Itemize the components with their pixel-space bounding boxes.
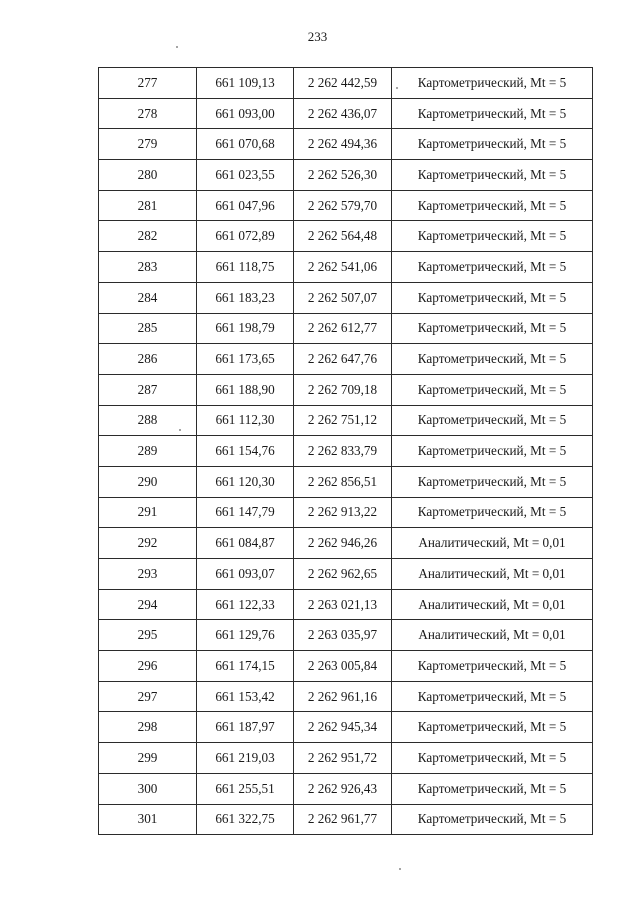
table-row: [99, 344, 593, 375]
method-cell: Картометрический, Mt = 5: [392, 252, 593, 283]
scan-speck: [396, 87, 398, 89]
table-row: [99, 559, 593, 590]
x-coordinate-cell: 661 174,15: [197, 651, 294, 682]
point-number-cell: 287: [99, 374, 197, 405]
point-number-cell: 290: [99, 466, 197, 497]
x-coordinate-cell: 661 154,76: [197, 436, 294, 467]
point-number-cell: 295: [99, 620, 197, 651]
x-coordinate-cell: 661 120,30: [197, 466, 294, 497]
table-row: [99, 712, 593, 743]
y-coordinate-cell: 2 263 035,97: [294, 620, 392, 651]
method-cell: Картометрический, Mt = 5: [392, 466, 593, 497]
method-cell: Картометрический, Mt = 5: [392, 313, 593, 344]
page-number: 233: [307, 29, 328, 44]
table-row: [99, 68, 593, 99]
y-coordinate-cell: 2 262 962,65: [294, 559, 392, 590]
x-coordinate-cell: 661 112,30: [197, 405, 294, 436]
point-number-cell: 286: [99, 344, 197, 375]
x-coordinate-cell: 661 070,68: [197, 129, 294, 160]
x-coordinate-cell: 661 093,07: [197, 559, 294, 590]
y-coordinate-cell: 2 262 579,70: [294, 190, 392, 221]
x-coordinate-cell: 661 093,00: [197, 98, 294, 129]
y-coordinate-cell: 2 262 709,18: [294, 374, 392, 405]
table-row: [99, 497, 593, 528]
method-cell: Аналитический, Mt = 0,01: [392, 528, 593, 559]
method-cell: Картометрический, Mt = 5: [392, 436, 593, 467]
x-coordinate-cell: 661 183,23: [197, 282, 294, 313]
x-coordinate-cell: 661 255,51: [197, 773, 294, 804]
point-number-cell: 300: [99, 773, 197, 804]
point-number-cell: 288: [99, 405, 197, 436]
table-row: [99, 405, 593, 436]
y-coordinate-cell: 2 262 913,22: [294, 497, 392, 528]
method-cell: Картометрический, Mt = 5: [392, 743, 593, 774]
x-coordinate-cell: 661 109,13: [197, 68, 294, 99]
x-coordinate-cell: 661 023,55: [197, 160, 294, 191]
point-number-cell: 293: [99, 559, 197, 590]
x-coordinate-cell: 661 187,97: [197, 712, 294, 743]
x-coordinate-cell: 661 129,76: [197, 620, 294, 651]
table-row: [99, 374, 593, 405]
y-coordinate-cell: 2 262 494,36: [294, 129, 392, 160]
method-cell: Аналитический, Mt = 0,01: [392, 620, 593, 651]
x-coordinate-cell: 661 118,75: [197, 252, 294, 283]
x-coordinate-cell: 661 188,90: [197, 374, 294, 405]
point-number-cell: 279: [99, 129, 197, 160]
point-number-cell: 280: [99, 160, 197, 191]
table-row: [99, 98, 593, 129]
method-cell: Картометрический, Mt = 5: [392, 129, 593, 160]
table-row: [99, 252, 593, 283]
y-coordinate-cell: 2 262 945,34: [294, 712, 392, 743]
table-row: [99, 436, 593, 467]
x-coordinate-cell: 661 047,96: [197, 190, 294, 221]
method-cell: Картометрический, Mt = 5: [392, 374, 593, 405]
x-coordinate-cell: 661 084,87: [197, 528, 294, 559]
point-number-cell: 291: [99, 497, 197, 528]
method-cell: Картометрический, Mt = 5: [392, 681, 593, 712]
table-row: [99, 620, 593, 651]
x-coordinate-cell: 661 072,89: [197, 221, 294, 252]
method-cell: Картометрический, Mt = 5: [392, 68, 593, 99]
point-number-cell: 296: [99, 651, 197, 682]
table-row: [99, 804, 593, 835]
y-coordinate-cell: 2 262 926,43: [294, 773, 392, 804]
point-number-cell: 285: [99, 313, 197, 344]
method-cell: Картометрический, Mt = 5: [392, 344, 593, 375]
coordinates-table: [98, 67, 593, 835]
point-number-cell: 278: [99, 98, 197, 129]
scan-speck: [399, 868, 401, 870]
y-coordinate-cell: 2 263 005,84: [294, 651, 392, 682]
table-row: [99, 313, 593, 344]
y-coordinate-cell: 2 262 951,72: [294, 743, 392, 774]
table-row: [99, 190, 593, 221]
y-coordinate-cell: 2 262 647,76: [294, 344, 392, 375]
method-cell: Картометрический, Mt = 5: [392, 712, 593, 743]
y-coordinate-cell: 2 262 541,06: [294, 252, 392, 283]
point-number-cell: 277: [99, 68, 197, 99]
table-row: [99, 466, 593, 497]
point-number-cell: 282: [99, 221, 197, 252]
table-row: [99, 773, 593, 804]
x-coordinate-cell: 661 153,42: [197, 681, 294, 712]
point-number-cell: 292: [99, 528, 197, 559]
x-coordinate-cell: 661 173,65: [197, 344, 294, 375]
table-row: [99, 221, 593, 252]
y-coordinate-cell: 2 262 946,26: [294, 528, 392, 559]
method-cell: Картометрический, Mt = 5: [392, 651, 593, 682]
y-coordinate-cell: 2 262 564,48: [294, 221, 392, 252]
scan-speck: [176, 46, 178, 48]
point-number-cell: 297: [99, 681, 197, 712]
table-row: [99, 651, 593, 682]
table-row: [99, 160, 593, 191]
scan-speck: [179, 429, 181, 431]
method-cell: Картометрический, Mt = 5: [392, 773, 593, 804]
point-number-cell: 281: [99, 190, 197, 221]
y-coordinate-cell: 2 262 856,51: [294, 466, 392, 497]
point-number-cell: 298: [99, 712, 197, 743]
point-number-cell: 283: [99, 252, 197, 283]
coordinates-table-body: [99, 68, 593, 835]
x-coordinate-cell: 661 219,03: [197, 743, 294, 774]
method-cell: Картометрический, Mt = 5: [392, 497, 593, 528]
y-coordinate-cell: 2 262 833,79: [294, 436, 392, 467]
x-coordinate-cell: 661 147,79: [197, 497, 294, 528]
x-coordinate-cell: 661 122,33: [197, 589, 294, 620]
y-coordinate-cell: 2 262 961,16: [294, 681, 392, 712]
method-cell: Картометрический, Mt = 5: [392, 98, 593, 129]
table-row: [99, 282, 593, 313]
table-row: [99, 528, 593, 559]
y-coordinate-cell: 2 262 436,07: [294, 98, 392, 129]
method-cell: Картометрический, Mt = 5: [392, 160, 593, 191]
y-coordinate-cell: 2 262 612,77: [294, 313, 392, 344]
table-row: [99, 681, 593, 712]
point-number-cell: 284: [99, 282, 197, 313]
point-number-cell: 301: [99, 804, 197, 835]
y-coordinate-cell: 2 263 021,13: [294, 589, 392, 620]
y-coordinate-cell: 2 262 751,12: [294, 405, 392, 436]
y-coordinate-cell: 2 262 442,59: [294, 68, 392, 99]
point-number-cell: 289: [99, 436, 197, 467]
method-cell: Аналитический, Mt = 0,01: [392, 559, 593, 590]
x-coordinate-cell: 661 198,79: [197, 313, 294, 344]
y-coordinate-cell: 2 262 507,07: [294, 282, 392, 313]
table-row: [99, 743, 593, 774]
method-cell: Картометрический, Mt = 5: [392, 190, 593, 221]
method-cell: Картометрический, Mt = 5: [392, 221, 593, 252]
x-coordinate-cell: 661 322,75: [197, 804, 294, 835]
method-cell: Аналитический, Mt = 0,01: [392, 589, 593, 620]
point-number-cell: 299: [99, 743, 197, 774]
point-number-cell: 294: [99, 589, 197, 620]
method-cell: Картометрический, Mt = 5: [392, 405, 593, 436]
table-row: [99, 589, 593, 620]
y-coordinate-cell: 2 262 961,77: [294, 804, 392, 835]
table-row: [99, 129, 593, 160]
method-cell: Картометрический, Mt = 5: [392, 282, 593, 313]
method-cell: Картометрический, Mt = 5: [392, 804, 593, 835]
y-coordinate-cell: 2 262 526,30: [294, 160, 392, 191]
